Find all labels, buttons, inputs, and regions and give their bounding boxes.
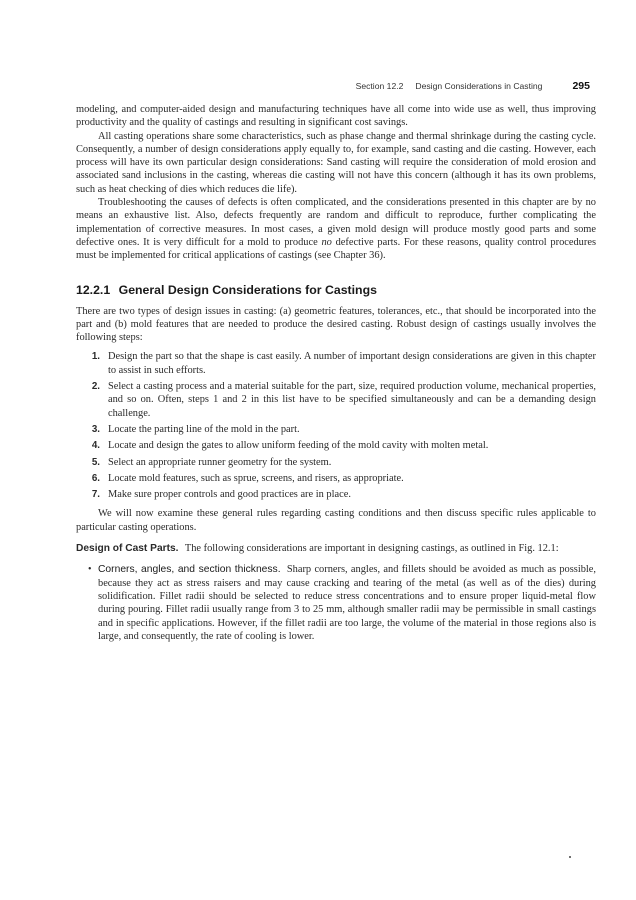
section-closing-paragraph: We will now examine these general rules regarding casting conditions and then discuss specific rules applicable to particular casting operations. (76, 508, 596, 533)
step-number: 5. (91, 456, 100, 468)
step-text: Select an appropriate runner geometry for the system. (108, 456, 332, 468)
step-number: 7. (91, 489, 100, 501)
section-intro-paragraph: There are two types of design issues in casting: (a) geometric features, tolerances, etc., that should be incorporated into the part and (b) mold features that are needed to produce the desired casting. Robust design of castings usually involves the following steps: (76, 305, 596, 344)
intro-paragraph-3 (76, 196, 596, 262)
step-number: 4. (91, 440, 100, 452)
design-step (76, 423, 596, 436)
emphasis-no: no (321, 236, 332, 248)
design-step (76, 439, 596, 452)
step-text: Make sure proper controls and good practices are in place. (108, 489, 351, 501)
design-step (76, 472, 596, 485)
run-in-heading: Design of Cast Parts. (76, 543, 179, 555)
section-heading (76, 283, 596, 298)
intro-paragraph-3-text-a: Troubleshooting the causes of defects is often complicated, and the considerations presented in this chapter are by no means an exhaustive list. Also, defects frequently are random and difficult to reproduce, further complicating the implementation of corrective measures. In most cases, a given mold design will produce mostly good parts and some defective ones. It is very difficult for a mold to produce (76, 197, 596, 248)
step-number: 6. (91, 472, 100, 484)
intro-paragraph-3-text-b: defective parts. For these reasons, quality control procedures must be implemented for critical applications of castings (see Chapter 36). (76, 236, 596, 262)
step-text: Design the part so that the shape is cast easily. A number of important design considerations are given in this chapter to assist in such efforts. (108, 351, 596, 376)
running-head (76, 80, 590, 92)
section-number: 12.2.1 (76, 282, 111, 297)
bullet-icon: • (88, 564, 92, 576)
consideration-heading: Corners, angles, and section thickness. (98, 564, 281, 576)
consideration-item (76, 563, 596, 643)
step-text: Locate and design the gates to allow uniform feeding of the mold cavity with molten metal. (108, 440, 489, 452)
step-text: Locate the parting line of the mold in the part. (108, 423, 300, 435)
design-steps-list (76, 350, 596, 501)
intro-paragraph-1: modeling, and computer-aided design and manufacturing techniques have all come into wide use as well, thus improving productivity and the quality of castings and resulting in significant cost savings. (76, 104, 596, 129)
step-number: 1. (91, 351, 100, 363)
design-of-cast-parts-text: The following considerations are important in designing castings, as outlined in Fig. 12.1: (184, 543, 559, 555)
consideration-body (98, 563, 596, 643)
design-step (76, 350, 596, 377)
step-number: 2. (91, 381, 100, 393)
section-title: General Design Considerations for Castings (118, 282, 377, 297)
intro-paragraph-2: All casting operations share some characteristics, such as phase change and thermal shrinkage during the casting cycle. Consequently, a number of design considerations apply equally to, for example, sand casting and die casting. However, each process will have its own particular design considerations: Sand casting will require the consideration of mold erosion and associated sand inclusions in the casting, whereas die casting will not have this concern (although it has its own problems, such as heat checking of dies which reduces die life). (76, 130, 596, 195)
design-step (76, 456, 596, 469)
design-step (76, 488, 596, 501)
step-number: 3. (91, 423, 100, 435)
design-step (76, 380, 596, 420)
body-text (76, 103, 596, 643)
step-text: Select a casting process and a material suitable for the part, size, required production volume, mechanical properties, and so on. Often, steps 1 and 2 in this list have to be specified simultaneously and can be a demanding design challenge. (108, 381, 596, 419)
page-number: 295 (572, 80, 590, 92)
running-head-title: Design Considerations in Casting (415, 81, 543, 91)
design-of-cast-parts-paragraph (76, 542, 596, 555)
running-head-section: Section 12.2 (355, 81, 404, 91)
consideration-text: Sharp corners, angles, and fillets should be avoided as much as possible, because they act as stress raisers and may cause cracking and tearing of the metal (as well as of the dies) during solidification. Fillet radii should be selected to reduce stress concentrations and to ensure proper liquid-metal flow during pouring. Fillet radii usually range from 3 to 25 mm, although smaller radii may be permissible in small castings and in specific applications. However, if the fillet radii are too large, the volume of the material in those regions also is large, and consequently, the rate of cooling is lower. (98, 564, 596, 642)
considerations-list (76, 563, 596, 643)
step-text: Locate mold features, such as sprue, screens, and risers, as appropriate. (108, 472, 404, 484)
scan-speck (569, 856, 571, 858)
